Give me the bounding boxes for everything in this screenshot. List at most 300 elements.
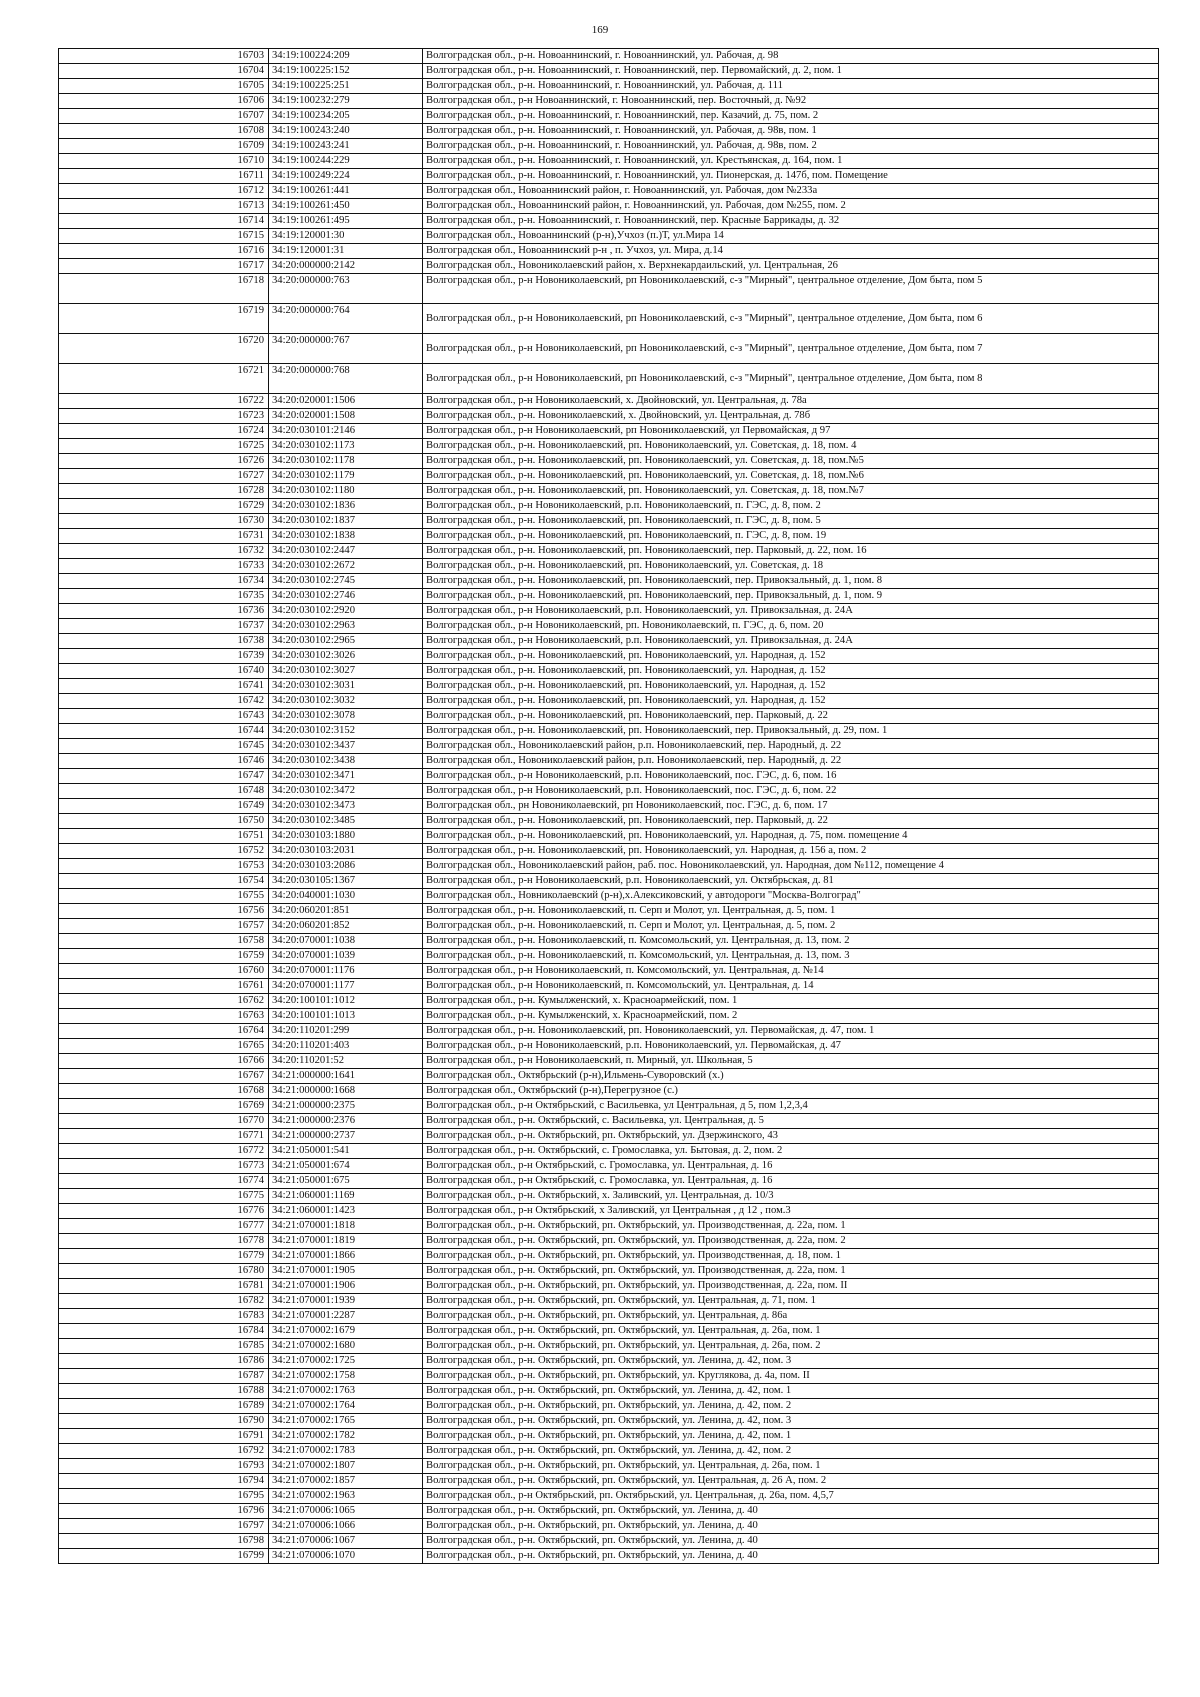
- row-number-cell: 16788: [59, 1384, 269, 1399]
- row-number-cell: 16731: [59, 529, 269, 544]
- row-number-cell: 16782: [59, 1294, 269, 1309]
- table-row: [59, 664, 1159, 679]
- cadastral-number-cell: 34:19:100261:450: [269, 199, 423, 214]
- table-row: [59, 1174, 1159, 1189]
- address-cell: Волгоградская обл., р-н. Новониколаевский, х. Двойновский, ул. Центральная, д. 78б: [423, 409, 1159, 424]
- row-number-cell: 16770: [59, 1114, 269, 1129]
- address-cell: Волгоградская обл., р-н. Новониколаевский, рп. Новониколаевский, ул. Советская, д. 18: [423, 559, 1159, 574]
- address-cell: Волгоградская обл., р-н Октябрьский, с. Громославка, ул. Центральная, д. 16: [423, 1159, 1159, 1174]
- table-row: [59, 1414, 1159, 1429]
- address-cell: Волгоградская обл., р-н. Новоаннинский, г. Новоаннинский, ул. Рабочая, д. 98в, пом. 2: [423, 139, 1159, 154]
- row-number-cell: 16752: [59, 844, 269, 859]
- row-number-cell: 16786: [59, 1354, 269, 1369]
- table-row: [59, 49, 1159, 64]
- address-cell: Волгоградская обл., р-н. Октябрьский, рп. Октябрьский, ул. Производственная, д. 22а, пом. II: [423, 1279, 1159, 1294]
- cadastral-number-cell: 34:19:120001:30: [269, 229, 423, 244]
- table-row: [59, 1384, 1159, 1399]
- table-row: [59, 1069, 1159, 1084]
- row-number-cell: 16741: [59, 679, 269, 694]
- address-cell: Волгоградская обл., р-н. Новониколаевский, рп. Новониколаевский, пер. Привокзальный, д. 1, пом. 8: [423, 574, 1159, 589]
- table-row: [59, 1444, 1159, 1459]
- table-row: [59, 1369, 1159, 1384]
- table-row: [59, 469, 1159, 484]
- cadastral-number-cell: 34:20:030102:1178: [269, 454, 423, 469]
- table-row: [59, 1339, 1159, 1354]
- table-row: [59, 904, 1159, 919]
- address-cell: Волгоградская обл., р-н. Октябрьский, рп. Октябрьский, ул. Производственная, д. 18, пом. 1: [423, 1249, 1159, 1264]
- cadastral-number-cell: 34:20:040001:1030: [269, 889, 423, 904]
- address-cell: Волгоградская обл., р-н Новониколаевский, р.п. Новониколаевский, пос. ГЭС, д. 6, пом. 16: [423, 769, 1159, 784]
- row-number-cell: 16733: [59, 559, 269, 574]
- address-cell: Волгоградская обл., р-н. Октябрьский, х. Заливский, ул. Центральная, д. 10/3: [423, 1189, 1159, 1204]
- row-number-cell: 16793: [59, 1459, 269, 1474]
- table-row: [59, 859, 1159, 874]
- table-row: [59, 949, 1159, 964]
- row-number-cell: 16775: [59, 1189, 269, 1204]
- table-row: [59, 1534, 1159, 1549]
- cadastral-number-cell: 34:20:070001:1038: [269, 934, 423, 949]
- address-cell: Волгоградская обл., р-н. Новоаннинский, г. Новоаннинский, ул. Рабочая, д. 98: [423, 49, 1159, 64]
- row-number-cell: 16765: [59, 1039, 269, 1054]
- address-cell: Волгоградская обл., р-н. Октябрьский, рп. Октябрьский, ул. Дзержинского, 43: [423, 1129, 1159, 1144]
- row-number-cell: 16713: [59, 199, 269, 214]
- table-row: [59, 1114, 1159, 1129]
- row-number-cell: 16792: [59, 1444, 269, 1459]
- cadastral-number-cell: 34:21:070001:1906: [269, 1279, 423, 1294]
- table-row: [59, 229, 1159, 244]
- address-cell: Волгоградская обл., р-н. Октябрьский, рп. Октябрьский, ул. Ленина, д. 42, пом. 2: [423, 1444, 1159, 1459]
- address-cell: Волгоградская обл., р-н. Новониколаевский, рп. Новониколаевский, ул. Народная, д. 75, пом. помещение 4: [423, 829, 1159, 844]
- cadastral-number-cell: 34:20:030102:2447: [269, 544, 423, 559]
- cadastral-number-cell: 34:21:070002:1679: [269, 1324, 423, 1339]
- row-number-cell: 16705: [59, 79, 269, 94]
- row-number-cell: 16726: [59, 454, 269, 469]
- table-row: [59, 529, 1159, 544]
- row-number-cell: 16710: [59, 154, 269, 169]
- row-number-cell: 16769: [59, 1099, 269, 1114]
- cadastral-number-cell: 34:20:000000:767: [269, 334, 423, 364]
- row-number-cell: 16764: [59, 1024, 269, 1039]
- row-number-cell: 16732: [59, 544, 269, 559]
- table-row: [59, 514, 1159, 529]
- table-row: [59, 364, 1159, 394]
- cadastral-number-cell: 34:20:030102:3473: [269, 799, 423, 814]
- address-cell: Волгоградская обл., р-н Новониколаевский, рп Новониколаевский, с-з "Мирный", центральное отделение, Дом быта, пом 5: [423, 274, 1159, 304]
- address-cell: Волгоградская обл., р-н Новониколаевский, р.п. Новониколаевский, ул. Первомайская, д. 47: [423, 1039, 1159, 1054]
- table-row: [59, 1459, 1159, 1474]
- registry-table: [58, 48, 1159, 1564]
- row-number-cell: 16794: [59, 1474, 269, 1489]
- cadastral-number-cell: 34:21:070002:1782: [269, 1429, 423, 1444]
- row-number-cell: 16716: [59, 244, 269, 259]
- row-number-cell: 16778: [59, 1234, 269, 1249]
- row-number-cell: 16717: [59, 259, 269, 274]
- row-number-cell: 16720: [59, 334, 269, 364]
- row-number-cell: 16753: [59, 859, 269, 874]
- page-number: 169: [591, 24, 609, 36]
- cadastral-number-cell: 34:21:060001:1169: [269, 1189, 423, 1204]
- address-cell: Волгоградская обл., р-н. Новониколаевский, рп. Новониколаевский, ул. Первомайская, д. 47, пом. 1: [423, 1024, 1159, 1039]
- cadastral-number-cell: 34:21:000000:2375: [269, 1099, 423, 1114]
- table-row: [59, 709, 1159, 724]
- address-cell: Волгоградская обл., Новоаннинский р-н , п. Учхоз, ул. Мира, д.14: [423, 244, 1159, 259]
- table-row: [59, 454, 1159, 469]
- address-cell: Волгоградская обл., р-н. Октябрьский, рп. Октябрьский, ул. Ленина, д. 40: [423, 1504, 1159, 1519]
- cadastral-number-cell: 34:20:030103:2086: [269, 859, 423, 874]
- cadastral-number-cell: 34:21:000000:2737: [269, 1129, 423, 1144]
- cadastral-number-cell: 34:20:000000:763: [269, 274, 423, 304]
- table-row: [59, 739, 1159, 754]
- cadastral-number-cell: 34:19:100224:209: [269, 49, 423, 64]
- table-row: [59, 1519, 1159, 1534]
- cadastral-number-cell: 34:20:030102:3152: [269, 724, 423, 739]
- row-number-cell: 16729: [59, 499, 269, 514]
- cadastral-number-cell: 34:20:030105:1367: [269, 874, 423, 889]
- cadastral-number-cell: 34:21:060001:1423: [269, 1204, 423, 1219]
- table-row: [59, 1099, 1159, 1114]
- address-cell: Волгоградская обл., Новониколаевский район, р.п. Новониколаевский, пер. Народный, д. 22: [423, 754, 1159, 769]
- row-number-cell: 16761: [59, 979, 269, 994]
- cadastral-number-cell: 34:20:020001:1508: [269, 409, 423, 424]
- row-number-cell: 16787: [59, 1369, 269, 1384]
- row-number-cell: 16719: [59, 304, 269, 334]
- address-cell: Волгоградская обл., р-н Октябрьский, рп. Октябрьский, ул. Центральная, д. 26а, пом. 4,5,7: [423, 1489, 1159, 1504]
- cadastral-number-cell: 34:21:070006:1070: [269, 1549, 423, 1564]
- row-number-cell: 16760: [59, 964, 269, 979]
- cadastral-number-cell: 34:21:000000:1641: [269, 1069, 423, 1084]
- row-number-cell: 16737: [59, 619, 269, 634]
- row-number-cell: 16706: [59, 94, 269, 109]
- table-row: [59, 1084, 1159, 1099]
- cadastral-number-cell: 34:20:030102:3485: [269, 814, 423, 829]
- address-cell: Волгоградская обл., р-н. Октябрьский, рп. Октябрьский, ул. Ленина, д. 40: [423, 1519, 1159, 1534]
- table-row: [59, 1354, 1159, 1369]
- table-row: [59, 724, 1159, 739]
- table-row: [59, 589, 1159, 604]
- table-row: [59, 619, 1159, 634]
- address-cell: Волгоградская обл., р-н. Новоаннинский, г. Новоаннинский, пер. Казачий, д. 75, пом. 2: [423, 109, 1159, 124]
- cadastral-number-cell: 34:20:070001:1176: [269, 964, 423, 979]
- table-row: [59, 799, 1159, 814]
- address-cell: Волгоградская обл., р-н. Октябрьский, рп. Октябрьский, ул. Ленина, д. 42, пом. 3: [423, 1354, 1159, 1369]
- address-cell: Волгоградская обл., р-н. Октябрьский, рп. Октябрьский, ул. Центральная, д. 26а, пом. 1: [423, 1459, 1159, 1474]
- cadastral-number-cell: 34:20:030101:2146: [269, 424, 423, 439]
- row-number-cell: 16723: [59, 409, 269, 424]
- cadastral-number-cell: 34:20:030102:3471: [269, 769, 423, 784]
- cadastral-number-cell: 34:21:070002:1680: [269, 1339, 423, 1354]
- table-row: [59, 1054, 1159, 1069]
- table-row: [59, 1009, 1159, 1024]
- table-row: [59, 139, 1159, 154]
- table-row: [59, 439, 1159, 454]
- table-row: [59, 274, 1159, 304]
- address-cell: Волгоградская обл., р-н Новониколаевский, р.п. Новониколаевский, пос. ГЭС, д. 6, пом. 22: [423, 784, 1159, 799]
- row-number-cell: 16773: [59, 1159, 269, 1174]
- address-cell: Волгоградская обл., р-н. Новоаннинский, г. Новоаннинский, ул. Рабочая, д. 98в, пом. 1: [423, 124, 1159, 139]
- table-row: [59, 544, 1159, 559]
- address-cell: Волгоградская обл., р-н. Октябрьский, рп. Октябрьский, ул. Центральная, д. 86а: [423, 1309, 1159, 1324]
- address-cell: Волгоградская обл., Новониколаевский район, х. Верхнекардаильский, ул. Центральная, 26: [423, 259, 1159, 274]
- address-cell: Волгоградская обл., р-н. Новониколаевский, п. Серп и Молот, ул. Центральная, д. 5, пом. 2: [423, 919, 1159, 934]
- address-cell: Волгоградская обл., р-н. Новониколаевский, рп. Новониколаевский, ул. Советская, д. 18, пом.№6: [423, 469, 1159, 484]
- cadastral-number-cell: 34:19:100244:229: [269, 154, 423, 169]
- row-number-cell: 16795: [59, 1489, 269, 1504]
- cadastral-number-cell: 34:20:030102:2965: [269, 634, 423, 649]
- address-cell: Волгоградская обл., Октябрьский (р-н),Ильмень-Суворовский (х.): [423, 1069, 1159, 1084]
- cadastral-number-cell: 34:19:100225:251: [269, 79, 423, 94]
- row-number-cell: 16779: [59, 1249, 269, 1264]
- row-number-cell: 16725: [59, 439, 269, 454]
- table-row: [59, 874, 1159, 889]
- cadastral-number-cell: 34:20:030102:3437: [269, 739, 423, 754]
- address-cell: Волгоградская обл., р-н. Октябрьский, с. Васильевка, ул. Центральная, д. 5: [423, 1114, 1159, 1129]
- table-row: [59, 814, 1159, 829]
- row-number-cell: 16777: [59, 1219, 269, 1234]
- cadastral-number-cell: 34:20:060201:851: [269, 904, 423, 919]
- cadastral-number-cell: 34:19:100261:441: [269, 184, 423, 199]
- address-cell: Волгоградская обл., р-н. Октябрьский, с. Громославка, ул. Бытовая, д. 2, пом. 2: [423, 1144, 1159, 1159]
- cadastral-number-cell: 34:21:070002:1765: [269, 1414, 423, 1429]
- cadastral-number-cell: 34:20:030102:1836: [269, 499, 423, 514]
- cadastral-number-cell: 34:20:030102:1838: [269, 529, 423, 544]
- cadastral-number-cell: 34:20:030102:1173: [269, 439, 423, 454]
- row-number-cell: 16771: [59, 1129, 269, 1144]
- cadastral-number-cell: 34:21:070001:1818: [269, 1219, 423, 1234]
- row-number-cell: 16785: [59, 1339, 269, 1354]
- cadastral-number-cell: 34:21:070001:1819: [269, 1234, 423, 1249]
- table-row: [59, 124, 1159, 139]
- address-cell: Волгоградская обл., р-н. Октябрьский, рп. Октябрьский, ул. Ленина, д. 42, пом. 1: [423, 1429, 1159, 1444]
- row-number-cell: 16759: [59, 949, 269, 964]
- cadastral-number-cell: 34:21:070002:1807: [269, 1459, 423, 1474]
- cadastral-number-cell: 34:20:100101:1013: [269, 1009, 423, 1024]
- row-number-cell: 16767: [59, 1069, 269, 1084]
- cadastral-number-cell: 34:19:120001:31: [269, 244, 423, 259]
- table-row: [59, 1129, 1159, 1144]
- table-row: [59, 394, 1159, 409]
- row-number-cell: 16783: [59, 1309, 269, 1324]
- row-number-cell: 16747: [59, 769, 269, 784]
- cadastral-number-cell: 34:20:030103:1880: [269, 829, 423, 844]
- row-number-cell: 16789: [59, 1399, 269, 1414]
- table-row: [59, 94, 1159, 109]
- address-cell: Волгоградская обл., р-н. Новоаннинский, г. Новоаннинский, пер. Первомайский, д. 2, пом. 1: [423, 64, 1159, 79]
- address-cell: Волгоградская обл., р-н. Октябрьский, рп. Октябрьский, ул. Производственная, д. 22а, пом. 2: [423, 1234, 1159, 1249]
- table-row: [59, 64, 1159, 79]
- row-number-cell: 16721: [59, 364, 269, 394]
- table-row: [59, 1204, 1159, 1219]
- address-cell: Волгоградская обл., р-н. Октябрьский, рп. Октябрьский, ул. Ленина, д. 42, пом. 1: [423, 1384, 1159, 1399]
- cadastral-number-cell: 34:19:100249:224: [269, 169, 423, 184]
- cadastral-number-cell: 34:20:030102:2963: [269, 619, 423, 634]
- address-cell: Волгоградская обл., р-н. Новониколаевский, рп. Новониколаевский, ул. Народная, д. 152: [423, 679, 1159, 694]
- cadastral-number-cell: 34:20:110201:403: [269, 1039, 423, 1054]
- table-row: [59, 244, 1159, 259]
- row-number-cell: 16748: [59, 784, 269, 799]
- row-number-cell: 16703: [59, 49, 269, 64]
- row-number-cell: 16745: [59, 739, 269, 754]
- table-row: [59, 1039, 1159, 1054]
- address-cell: Волгоградская обл., р-н Новониколаевский, рп Новониколаевский, с-з "Мирный", центральное отделение, Дом быта, пом 7: [423, 334, 1159, 364]
- address-cell: Волгоградская обл., р-н. Октябрьский, рп. Октябрьский, ул. Производственная, д. 22а, пом. 1: [423, 1264, 1159, 1279]
- address-cell: Волгоградская обл., р-н. Октябрьский, рп. Октябрьский, ул. Центральная, д. 26а, пом. 2: [423, 1339, 1159, 1354]
- table-row: [59, 769, 1159, 784]
- cadastral-number-cell: 34:20:030102:2920: [269, 604, 423, 619]
- row-number-cell: 16784: [59, 1324, 269, 1339]
- address-cell: Волгоградская обл., Новоаннинский район, г. Новоаннинский, ул. Рабочая, дом №233а: [423, 184, 1159, 199]
- cadastral-number-cell: 34:21:070006:1067: [269, 1534, 423, 1549]
- row-number-cell: 16722: [59, 394, 269, 409]
- table-row: [59, 889, 1159, 904]
- table-row: [59, 409, 1159, 424]
- cadastral-number-cell: 34:20:030102:1180: [269, 484, 423, 499]
- cadastral-number-cell: 34:20:030102:3032: [269, 694, 423, 709]
- cadastral-number-cell: 34:20:000000:764: [269, 304, 423, 334]
- table-row: [59, 1279, 1159, 1294]
- table-row: [59, 1234, 1159, 1249]
- row-number-cell: 16728: [59, 484, 269, 499]
- address-cell: Волгоградская обл., Новониколаевский район, раб. пос. Новониколаевский, ул. Народная, дом №112, помещение 4: [423, 859, 1159, 874]
- address-cell: Волгоградская обл., р-н. Октябрьский, рп. Октябрьский, ул. Ленина, д. 40: [423, 1549, 1159, 1564]
- address-cell: Волгоградская обл., Новониколаевский район, р.п. Новониколаевский, пер. Народный, д. 22: [423, 739, 1159, 754]
- address-cell: Волгоградская обл., р-н Октябрьский, х Заливский, ул Центральная , д 12 , пом.3: [423, 1204, 1159, 1219]
- row-number-cell: 16712: [59, 184, 269, 199]
- address-cell: Волгоградская обл., р-н. Новониколаевский, рп. Новониколаевский, пер. Привокзальный, д. 29, пом. 1: [423, 724, 1159, 739]
- row-number-cell: 16738: [59, 634, 269, 649]
- row-number-cell: 16758: [59, 934, 269, 949]
- address-cell: Волгоградская обл., р-н Новониколаевский, рп Новониколаевский, с-з "Мирный", центральное отделение, Дом быта, пом 6: [423, 304, 1159, 334]
- table-row: [59, 1474, 1159, 1489]
- table-row: [59, 844, 1159, 859]
- row-number-cell: 16704: [59, 64, 269, 79]
- address-cell: Волгоградская обл., р-н. Новониколаевский, п. Комсомольский, ул. Центральная, д. 13, пом. 3: [423, 949, 1159, 964]
- address-cell: Волгоградская обл., р-н. Новониколаевский, рп. Новониколаевский, ул. Народная, д. 156 а, пом. 2: [423, 844, 1159, 859]
- registry-table-body: [59, 49, 1159, 1564]
- cadastral-number-cell: 34:20:030103:2031: [269, 844, 423, 859]
- address-cell: Волгоградская обл., р-н Новониколаевский, р.п. Новониколаевский, п. ГЭС, д. 8, пом. 2: [423, 499, 1159, 514]
- address-cell: Волгоградская обл., р-н. Новониколаевский, рп. Новониколаевский, пер. Привокзальный, д. 1, пом. 9: [423, 589, 1159, 604]
- cadastral-number-cell: 34:19:100261:495: [269, 214, 423, 229]
- table-row: [59, 964, 1159, 979]
- cadastral-number-cell: 34:21:070002:1857: [269, 1474, 423, 1489]
- cadastral-number-cell: 34:21:070001:1866: [269, 1249, 423, 1264]
- row-number-cell: 16780: [59, 1264, 269, 1279]
- table-row: [59, 199, 1159, 214]
- cadastral-number-cell: 34:21:050001:674: [269, 1159, 423, 1174]
- table-row: [59, 1429, 1159, 1444]
- cadastral-number-cell: 34:20:030102:3078: [269, 709, 423, 724]
- address-cell: Волгоградская обл., Октябрьский (р-н),Перегрузное (с.): [423, 1084, 1159, 1099]
- table-row: [59, 1219, 1159, 1234]
- table-row: [59, 79, 1159, 94]
- address-cell: Волгоградская обл., р-н. Новониколаевский, п. Серп и Молот, ул. Центральная, д. 5, пом. 1: [423, 904, 1159, 919]
- table-row: [59, 934, 1159, 949]
- table-row: [59, 919, 1159, 934]
- cadastral-number-cell: 34:21:070001:2287: [269, 1309, 423, 1324]
- address-cell: Волгоградская обл., р-н. Новониколаевский, рп. Новониколаевский, ул. Народная, д. 152: [423, 694, 1159, 709]
- table-row: [59, 1549, 1159, 1564]
- address-cell: Волгоградская обл., р-н Новониколаевский, р.п. Новониколаевский, ул. Привокзальная, д. 24А: [423, 634, 1159, 649]
- address-cell: Волгоградская обл., р-н. Новониколаевский, рп. Новониколаевский, ул. Советская, д. 18, пом.№5: [423, 454, 1159, 469]
- row-number-cell: 16798: [59, 1534, 269, 1549]
- row-number-cell: 16791: [59, 1429, 269, 1444]
- row-number-cell: 16750: [59, 814, 269, 829]
- table-row: [59, 1294, 1159, 1309]
- address-cell: Волгоградская обл., р-н. Новониколаевский, п. Комсомольский, ул. Центральная, д. 13, пом. 2: [423, 934, 1159, 949]
- row-number-cell: 16707: [59, 109, 269, 124]
- row-number-cell: 16744: [59, 724, 269, 739]
- address-cell: Волгоградская обл., р-н. Октябрьский, рп. Октябрьский, ул. Центральная, д. 26а, пом. 1: [423, 1324, 1159, 1339]
- cadastral-number-cell: 34:21:000000:1668: [269, 1084, 423, 1099]
- address-cell: Волгоградская обл., Новоаннинский (р-н),Учхоз (п.)Т, ул.Мира 14: [423, 229, 1159, 244]
- table-row: [59, 1189, 1159, 1204]
- table-row: [59, 994, 1159, 1009]
- address-cell: Волгоградская обл., р-н. Новониколаевский, рп. Новониколаевский, пер. Парковый, д. 22, пом. 16: [423, 544, 1159, 559]
- address-cell: Волгоградская обл., р-н. Октябрьский, рп. Октябрьский, ул. Ленина, д. 40: [423, 1534, 1159, 1549]
- address-cell: Волгоградская обл., р-н. Новоаннинский, г. Новоаннинский, ул. Рабочая, д. 111: [423, 79, 1159, 94]
- row-number-cell: 16742: [59, 694, 269, 709]
- address-cell: Волгоградская обл., р-н. Новоаннинский, г. Новоаннинский, пер. Красные Баррикады, д. 32: [423, 214, 1159, 229]
- table-row: [59, 649, 1159, 664]
- cadastral-number-cell: 34:21:070001:1939: [269, 1294, 423, 1309]
- table-row: [59, 1249, 1159, 1264]
- address-cell: Волгоградская обл., р-н. Октябрьский, рп. Октябрьский, ул. Круглякова, д. 4а, пом. II: [423, 1369, 1159, 1384]
- address-cell: Волгоградская обл., р-н. Новоаннинский, г. Новоаннинский, ул. Пионерская, д. 147б, пом. Помещение: [423, 169, 1159, 184]
- table-row: [59, 1489, 1159, 1504]
- table-row: [59, 1324, 1159, 1339]
- row-number-cell: 16790: [59, 1414, 269, 1429]
- cadastral-number-cell: 34:20:030102:2672: [269, 559, 423, 574]
- cadastral-number-cell: 34:20:000000:2142: [269, 259, 423, 274]
- address-cell: Волгоградская обл., р-н Новоаннинский, г. Новоаннинский, пер. Восточный, д. №92: [423, 94, 1159, 109]
- row-number-cell: 16757: [59, 919, 269, 934]
- address-cell: Волгоградская обл., р-н Новониколаевский, п. Комсомольский, ул. Центральная, д. №14: [423, 964, 1159, 979]
- address-cell: Волгоградская обл., р-н Новониколаевский, рп Новониколаевский, ул Первомайская, д 97: [423, 424, 1159, 439]
- address-cell: Волгоградская обл., р-н. Новоаннинский, г. Новоаннинский, ул. Крестьянская, д. 164, пом. 1: [423, 154, 1159, 169]
- address-cell: Волгоградская обл., р-н. Октябрьский, рп. Октябрьский, ул. Ленина, д. 42, пом. 3: [423, 1414, 1159, 1429]
- cadastral-number-cell: 34:20:030102:3472: [269, 784, 423, 799]
- row-number-cell: 16715: [59, 229, 269, 244]
- cadastral-number-cell: 34:19:100243:241: [269, 139, 423, 154]
- address-cell: Волгоградская обл., р-н. Кумылженский, х. Красноармейский, пом. 1: [423, 994, 1159, 1009]
- table-row: [59, 559, 1159, 574]
- address-cell: Волгоградская обл., р-н. Новониколаевский, рп. Новониколаевский, пер. Парковый, д. 22: [423, 709, 1159, 724]
- table-row: [59, 184, 1159, 199]
- table-row: [59, 424, 1159, 439]
- row-number-cell: 16708: [59, 124, 269, 139]
- cadastral-number-cell: 34:19:100234:205: [269, 109, 423, 124]
- cadastral-number-cell: 34:21:070002:1763: [269, 1384, 423, 1399]
- address-cell: Волгоградская обл., р-н Октябрьский, с. Громославка, ул. Центральная, д. 16: [423, 1174, 1159, 1189]
- cadastral-number-cell: 34:21:000000:2376: [269, 1114, 423, 1129]
- table-row: [59, 1144, 1159, 1159]
- address-cell: Волгоградская обл., р-н Новониколаевский, рп Новониколаевский, с-з "Мирный", центральное отделение, Дом быта, пом 8: [423, 364, 1159, 394]
- address-cell: Волгоградская обл., р-н Новониколаевский, х. Двойновский, ул. Центральная, д. 78а: [423, 394, 1159, 409]
- row-number-cell: 16740: [59, 664, 269, 679]
- row-number-cell: 16776: [59, 1204, 269, 1219]
- address-cell: Волгоградская обл., р-н. Октябрьский, рп. Октябрьский, ул. Ленина, д. 42, пом. 2: [423, 1399, 1159, 1414]
- cadastral-number-cell: 34:20:060201:852: [269, 919, 423, 934]
- cadastral-number-cell: 34:20:030102:3031: [269, 679, 423, 694]
- address-cell: Волгоградская обл., рн Новониколаевский, рп Новониколаевский, пос. ГЭС, д. 6, пом. 17: [423, 799, 1159, 814]
- address-cell: Волгоградская обл., р-н. Новониколаевский, рп. Новониколаевский, ул. Народная, д. 152: [423, 664, 1159, 679]
- table-row: [59, 694, 1159, 709]
- row-number-cell: 16796: [59, 1504, 269, 1519]
- row-number-cell: 16754: [59, 874, 269, 889]
- address-cell: Волгоградская обл., р-н Новониколаевский, р.п. Новониколаевский, ул. Привокзальная, д. 24А: [423, 604, 1159, 619]
- row-number-cell: 16774: [59, 1174, 269, 1189]
- cadastral-number-cell: 34:21:050001:675: [269, 1174, 423, 1189]
